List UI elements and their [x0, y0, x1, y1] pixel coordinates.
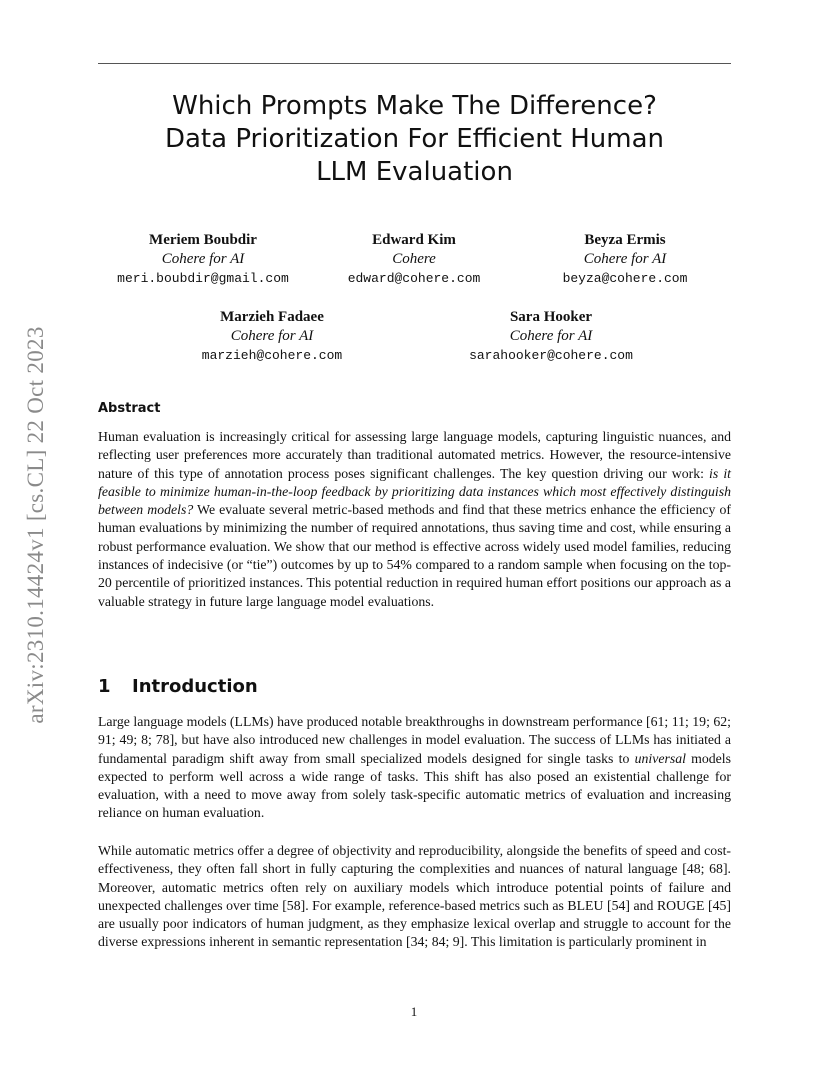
- intro-p1-after: models expected to perform well across a wide range of tasks. This shift has also posed an existential challenge for evaluation, with a need to move away from solely task-specific automatic metrics of evaluation and increasing reliance on human evaluation.: [98, 750, 731, 821]
- author-name: Sara Hooker: [509, 309, 593, 325]
- intro-p1-emphasis: universal: [634, 750, 686, 766]
- title-line-2: Data Prioritization For Efficient Human: [164, 124, 665, 154]
- intro-paragraph-2: While automatic metrics offer a degree of objectivity and reproducibility, alongside the benefits of speed and cost-effectiveness, they often fall short in fully capturing the complexities and nuances of natural language [48; 68]. Moreover, automatic metrics often rely on auxiliary models which introduce potential points of failure and unexpected challenges over time [58]. For example, reference-based metrics such as BLEU [54] and ROUGE [45] are usually poor indicators of human judgment, as they emphasize lexical overlap and struggle to account for the diverse expressions inherent in semantic representation [34; 84; 9]. This limitation is particularly prominent in: [98, 843, 731, 950]
- author-email: beyza@cohere.com: [562, 271, 688, 286]
- title-line-3: LLM Evaluation: [316, 157, 513, 187]
- arxiv-id-text: arXiv:2310.14424v1 [cs.CL] 22 Oct 2023: [23, 326, 48, 724]
- author-name: Meriem Boubdir: [149, 232, 257, 248]
- author-affiliation: Cohere for AI: [161, 251, 245, 267]
- author-email: meri.boubdir@gmail.com: [117, 271, 289, 286]
- title-line-1: Which Prompts Make The Difference?: [172, 91, 657, 121]
- author-name: Marzieh Fadaee: [220, 309, 324, 325]
- author-name: Beyza Ermis: [584, 232, 666, 248]
- author-affiliation: Cohere for AI: [583, 251, 667, 267]
- page-number: 1: [410, 1004, 418, 1019]
- abstract-paragraph: [98, 428, 731, 611]
- abstract-text-after: We evaluate several metric-based methods and find that these metrics enhance the efficiency of human evaluations by minimizing the number of required annotations, thus saving time and cost, while ensuring a robust performance evaluation. We show that our method is effective across widely used model families, reducing instances of indecisive (or “tie”) outcomes by up to 54% compared to a random sample when focusing on the top-20 percentile of prioritized instances. This potential reduction in required human effort positions our approach as a valuable strategy in future large language model evaluations.: [98, 502, 731, 609]
- author-affiliation: Cohere for AI: [230, 328, 314, 344]
- author-block: [309, 231, 519, 288]
- abstract-text-before: Human evaluation is increasingly critical for assessing large language models, capturing linguistic nuances, and reflecting user preferences more accurately than traditional automated metrics. However, the resource-intensive nature of this type of annotation process poses significant challenges. The key question driving our work:: [98, 429, 731, 481]
- author-affiliation: Cohere: [392, 251, 436, 267]
- author-block: [98, 231, 308, 288]
- intro-paragraph-1: [98, 713, 731, 823]
- section-number: 1: [98, 676, 111, 697]
- author-email: edward@cohere.com: [347, 271, 481, 286]
- section-heading-introduction: [98, 676, 258, 697]
- section-title: Introduction: [132, 676, 258, 697]
- arxiv-side-stamp: [18, 290, 54, 760]
- abstract-text-emphasis: is it feasible to minimize human-in-the-loop feedback by prioritizing data instances which most effectively distinguish between models?: [98, 465, 731, 518]
- intro-p1-before: Large language models (LLMs) have produced notable breakthroughs in downstream performance [61; 11; 19; 62; 91; 49; 8; 78], but have also introduced new challenges in model evaluation. The success of LLMs has initiated a fundamental paradigm shift away from small specialized models designed for single tasks to: [98, 714, 731, 766]
- author-email: sarahooker@cohere.com: [469, 348, 633, 363]
- top-rule: [98, 63, 731, 64]
- author-affiliation: Cohere for AI: [509, 328, 593, 344]
- author-block: [520, 231, 730, 288]
- paper-title: [98, 90, 731, 189]
- author-name: Edward Kim: [372, 232, 456, 248]
- abstract-heading: Abstract: [98, 401, 161, 416]
- author-block: [172, 308, 372, 365]
- author-block: [446, 308, 656, 365]
- author-email: marzieh@cohere.com: [201, 348, 343, 363]
